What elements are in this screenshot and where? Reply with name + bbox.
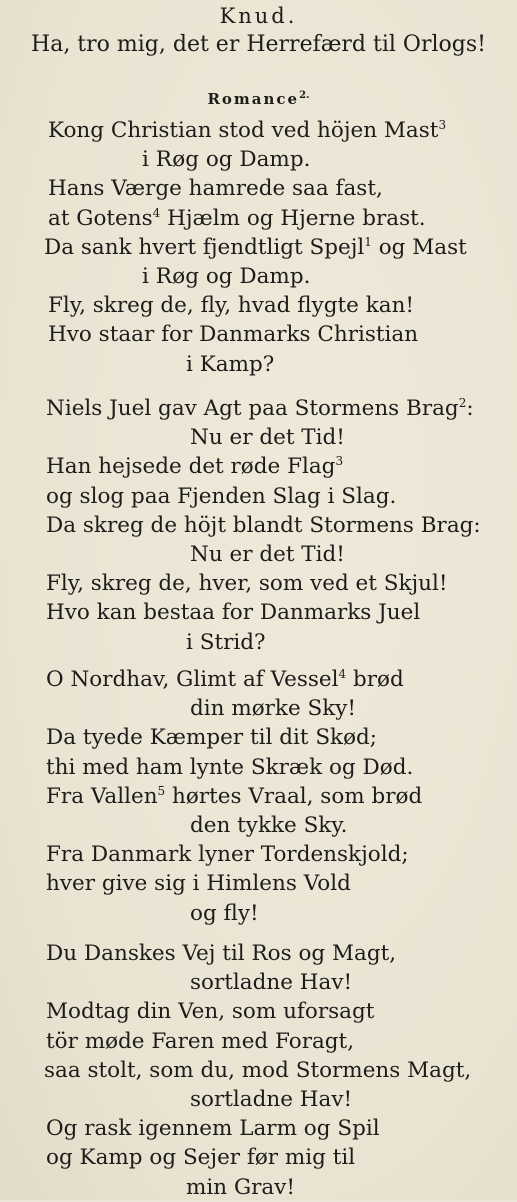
speaker-name: Knud.: [219, 4, 298, 28]
footnote-marker: 2: [458, 396, 467, 410]
verse-text: i Røg og Damp.: [142, 263, 311, 289]
verse-line: [0, 598, 517, 627]
verse-text: Fly, skreg de, hver, som ved et Skjul!: [46, 571, 448, 597]
verse-line: [0, 1143, 517, 1172]
poem-heading: [0, 90, 517, 108]
verse-line: [0, 233, 517, 262]
verse-text: Da skreg de höjt blandt Stormens Brag:: [46, 512, 481, 538]
footnote-marker: 5: [157, 783, 166, 798]
verse-text: Hvo staar for Danmarks Christian: [48, 322, 419, 348]
verse-text: Nu er det Tid!: [190, 541, 345, 567]
verse-text: at Gotens: [48, 205, 153, 231]
verse-line: [0, 665, 517, 694]
verse-line: [0, 694, 517, 723]
stanza: [0, 116, 517, 379]
verse-text: Og rask igennem Larm og Spil: [46, 1116, 380, 1142]
speech-line: Ha, tro mig, det er Herrefærd til Orlogs!: [31, 32, 486, 57]
verse-text: i Strid?: [186, 629, 266, 655]
verse-text: og Kamp og Sejer før mig til: [46, 1145, 356, 1171]
verse-text: i Røg og Damp.: [142, 147, 311, 173]
poem-heading-title: Romance: [207, 90, 300, 108]
verse-line: [0, 569, 517, 598]
verse-text: Nu er det Tid!: [190, 425, 345, 451]
verse-line: [0, 204, 517, 233]
verse-line: [0, 394, 517, 423]
verse-line: [0, 511, 517, 540]
verse-line: [0, 968, 517, 997]
verse-text-continued: hørtes Vraal, som brød: [165, 783, 423, 809]
verse-text: og slog paa Fjenden Slag i Slag.: [46, 483, 397, 509]
footnote-marker: 2.: [299, 90, 310, 101]
verse-text: Niels Juel gav Agt paa Stormens Brag: [46, 396, 459, 421]
verse-line: [0, 1114, 517, 1143]
verse-line: [0, 320, 517, 349]
verse-text: Fra Danmark lyner Tordenskjold;: [46, 842, 409, 868]
verse-text: Hans Værge hamrede saa fast,: [48, 176, 383, 202]
verse-text: Kong Christian stod ved höjen Mast: [48, 118, 439, 143]
verse-line: [0, 939, 517, 968]
verse-text: hver give sig i Himlens Vold: [46, 871, 351, 897]
footnote-marker: 3: [335, 454, 344, 469]
footnote-marker: 4: [152, 205, 161, 220]
verse-text: Modtag din Ven, som uforsagt: [46, 999, 375, 1025]
verse-line: [0, 452, 517, 481]
verse-text: og fly!: [190, 900, 259, 926]
verse-line: [0, 840, 517, 869]
verse-line: [0, 723, 517, 752]
verse-text: Fra Vallen: [46, 783, 158, 809]
verse-line: [0, 540, 517, 569]
verse-text: sortladne Hav!: [190, 1086, 353, 1112]
verse-text: den tykke Sky.: [190, 812, 348, 838]
verse-text: din mørke Sky!: [190, 696, 357, 722]
verse-line: [0, 1085, 517, 1114]
stanza: [0, 939, 517, 1202]
stanza: [0, 394, 517, 657]
verse-line: [0, 997, 517, 1026]
verse-text-continued: :: [466, 396, 474, 421]
stanza: [0, 665, 517, 928]
verse-line: [0, 174, 517, 203]
verse-text: Hvo kan bestaa for Danmarks Juel: [46, 600, 421, 626]
footnote-marker: 3: [438, 118, 447, 132]
verse-line: [0, 899, 517, 928]
verse-text-continued: og Mast: [371, 234, 467, 260]
verse-text: thi med ham lynte Skræk og Død.: [46, 754, 414, 780]
verse-text: tör møde Faren med Foragt,: [46, 1028, 355, 1054]
verse-text: sortladne Hav!: [190, 970, 353, 996]
verse-text-continued: brød: [346, 667, 404, 692]
verse-line: [0, 350, 517, 379]
verse-line: [0, 782, 517, 811]
verse-line: [0, 753, 517, 782]
verse-line: [0, 116, 517, 145]
verse-line: [0, 1056, 517, 1085]
verse-text-continued: Hjælm og Hjerne brast.: [160, 205, 426, 231]
verse-line: [0, 262, 517, 291]
verse-line: [0, 628, 517, 657]
verse-text: Fly, skreg de, fly, hvad flygte kan!: [48, 293, 415, 319]
verse-text: Da tyede Kæmper til dit Skød;: [46, 725, 378, 751]
verse-text: Da sank hvert fjendtligt Spejl: [44, 234, 365, 260]
verse-text: Du Danskes Vej til Ros og Magt,: [46, 941, 397, 966]
verse-line: [0, 423, 517, 452]
verse-line: [0, 811, 517, 840]
verse-line: [0, 1027, 517, 1056]
footnote-marker: 4: [338, 667, 347, 681]
verse-text: Han hejsede det røde Flag: [46, 454, 336, 480]
verse-line: [0, 869, 517, 898]
footnote-marker: 1: [364, 234, 372, 249]
verse-text: min Grav!: [186, 1174, 296, 1200]
verse-text: O Nordhav, Glimt af Vessel: [46, 667, 339, 692]
verse-line: [0, 145, 517, 174]
verse-text: saa stolt, som du, mod Stormens Magt,: [44, 1057, 472, 1083]
verse-text: i Kamp?: [186, 351, 275, 377]
verse-line: [0, 482, 517, 511]
verse-line: [0, 1173, 517, 1202]
verse-line: [0, 291, 517, 320]
